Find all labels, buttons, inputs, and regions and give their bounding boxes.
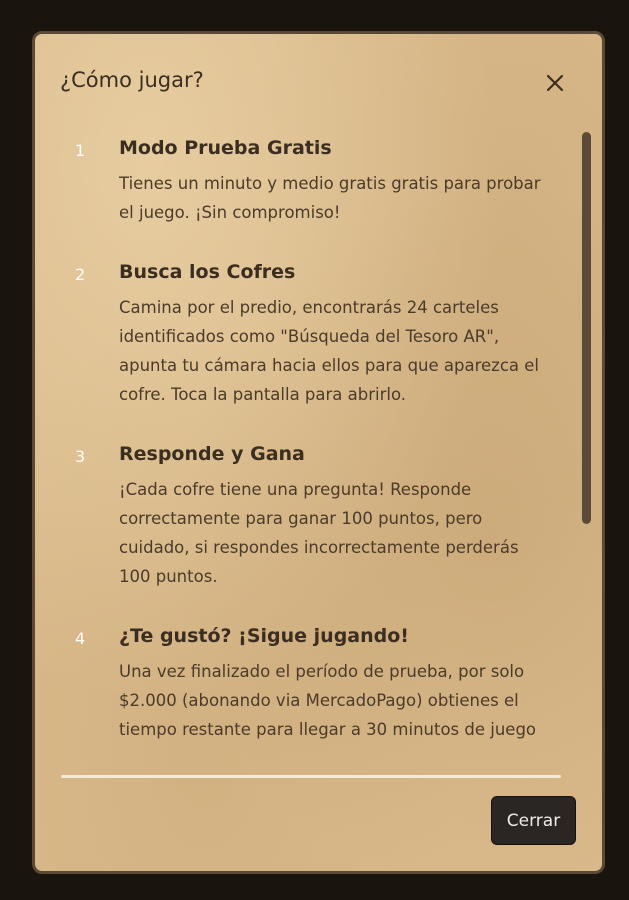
step-line: cuidado, si respondes incorrectamente perderás [119,538,519,557]
close-button[interactable]: Cerrar [491,796,576,845]
step-line: el juego. ¡Sin compromiso! [119,203,341,222]
step-number: 1 [75,141,86,160]
step-line: Tienes un minuto y medio gratis gratis para probar [119,174,541,193]
step-line: tiempo restante para llegar a 30 minutos de juego [119,720,537,739]
step-title: ¿Te gustó? ¡Sigue jugando! [119,625,409,647]
step-title: Responde y Gana [119,443,305,465]
step-line: 100 puntos. [119,567,218,586]
step-line: Camina por el predio, encontrarás 24 carteles [119,298,499,317]
step-line: cofre. Toca la pantalla para abrirlo. [119,385,407,404]
how-to-play-dialog [32,31,605,874]
footer-divider [61,775,561,778]
close-icon[interactable] [544,72,566,94]
scrollbar-thumb[interactable] [582,132,591,524]
step-line: identificados como "Búsqueda del Tesoro AR", [119,327,500,346]
step-number: 2 [75,265,86,284]
step-number: 3 [75,447,86,466]
step-title: Busca los Cofres [119,261,296,283]
step-description [119,169,559,227]
dialog-header [35,34,602,129]
step-number: 4 [75,629,86,648]
step-title: Modo Prueba Gratis [119,137,332,159]
step-line: $2.000 (abonando via MercadoPago) obtienes el [119,691,519,710]
step-line: apunta tu cámara hacia ellos para que aparezca el [119,356,539,375]
step-line: correctamente para ganar 100 puntos, pero [119,509,483,528]
step-description [119,475,559,591]
step-description [119,657,559,744]
dialog-title: ¿Cómo jugar? [60,68,204,92]
step-description [119,293,559,409]
instructions-scroll-area[interactable] [35,129,605,769]
step-line: ¡Cada cofre tiene una pregunta! Responde [119,480,472,499]
step-line: Una vez finalizado el período de prueba, por solo [119,662,525,681]
